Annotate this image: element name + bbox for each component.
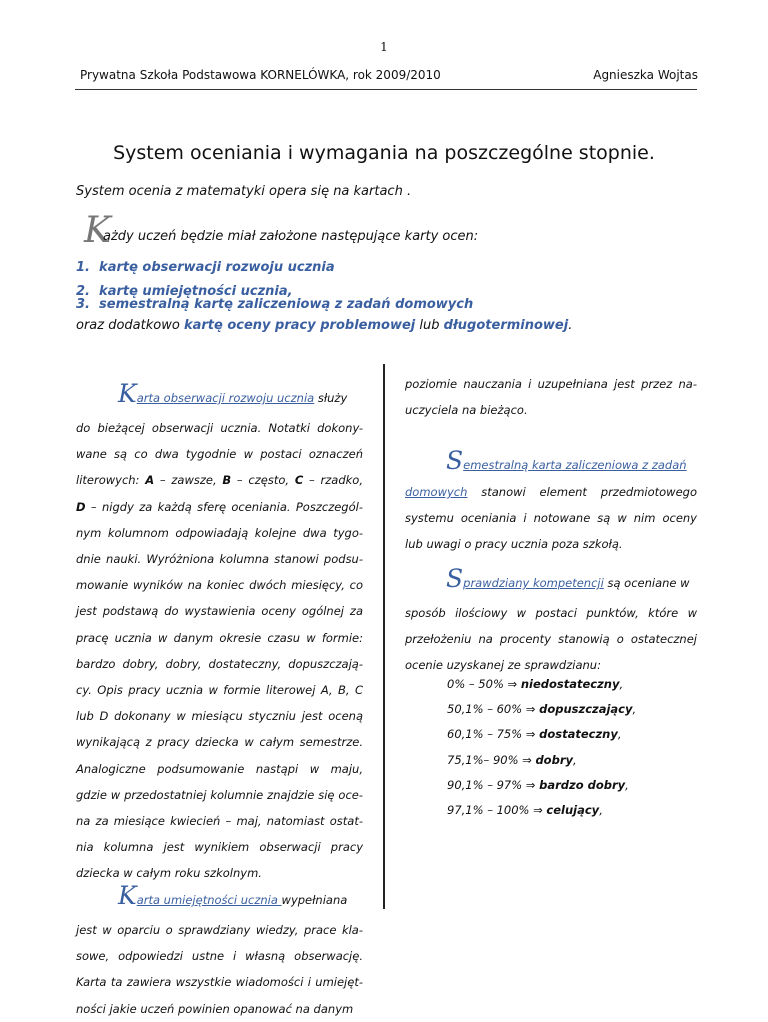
section-heading-skills [118, 883, 363, 913]
grade-sep: , [617, 727, 622, 742]
section-heading-tests [446, 566, 697, 596]
page-title: System oceniania i wymagania na poszczególne stopnie. [113, 142, 655, 164]
semester-paragraph [405, 505, 697, 557]
grade-range: 50,1% – 60% ⇒ [447, 702, 540, 717]
text-line: uczyciela na bieżąco. [405, 403, 528, 418]
list-number: 2. [76, 284, 90, 299]
extra-cards-text [76, 318, 572, 333]
extra-pre: oraz dodatkowo [76, 318, 184, 333]
text-line: D – nigdy za każdą sferę oceniania. Poszczegól- [76, 499, 363, 514]
list-item [76, 297, 473, 312]
list-item [76, 260, 335, 275]
grade-row [447, 748, 636, 773]
grade-range: 0% – 50% ⇒ [447, 677, 521, 691]
text-line: gdzie w przedostatniej kolumnie znajdzie się oce- [76, 787, 363, 802]
dropcap: K [118, 881, 137, 910]
grade-row [447, 697, 636, 722]
text-line: bardzo dobry, dobry, dostateczny, dopuszczają- [76, 656, 363, 671]
grade-name: dobry [535, 752, 573, 767]
grade-range: 90,1% – 97% ⇒ [447, 777, 540, 792]
text-line: sowe, odpowiedzi ustne i własną obserwację. [76, 949, 363, 964]
text-line: nia kolumna jest wynikiem obserwacji pracy [76, 840, 363, 855]
list-text: kartę obserwacji rozwoju ucznia [99, 260, 335, 275]
grade-name: niedostateczny [520, 677, 620, 691]
grades-list [447, 672, 636, 823]
text-line: wynikającą z pracy dziecka w całym semestrze. [76, 735, 363, 750]
text-line: literowych: A – zawsze, B – często, C – rzadko, [76, 473, 363, 488]
header-divider [75, 89, 697, 90]
grade-name: bardzo dobry [539, 777, 626, 792]
grade-sep: , [619, 677, 624, 691]
text-line: pracę ucznia w danym okresie czasu w formie: [76, 630, 363, 645]
tests-paragraph [405, 600, 697, 679]
section-tail: służy [314, 391, 348, 405]
section-title: emestralną karta zaliczeniowa z zadań [463, 458, 687, 472]
page-number: 1 [380, 40, 388, 54]
list-number: 3. [76, 297, 90, 312]
continued-paragraph [405, 371, 697, 423]
grade-name: celujący [546, 803, 600, 818]
grade-name: dopuszczający [539, 702, 633, 717]
text-line: sposób ilościowy w postaci punktów, które w [405, 606, 697, 620]
text-line: jest w oparciu o sprawdziany wiedzy, prace kla- [76, 923, 363, 937]
list-text: semestralną kartę zaliczeniową z zadań domowych [99, 297, 474, 312]
intro-text: System ocenia z matematyki opera się na kartach . [76, 184, 412, 199]
grade-name: dostateczny [539, 727, 618, 742]
section-title: prawdziany kompetencji [463, 576, 604, 590]
extra-post: . [568, 318, 573, 333]
dropcap: S [446, 564, 464, 593]
section-title-cont: domowych [405, 485, 468, 499]
dropcap: S [446, 446, 464, 475]
grade-range: 75,1%– 90% ⇒ [447, 752, 536, 767]
text-line: mowanie wyników na koniec dwóch miesięcy, co [76, 578, 363, 593]
text-line: systemu oceniania i notowane są w nim oceny [405, 511, 697, 525]
extra-link-problem: kartę oceny pracy problemowej [183, 318, 416, 333]
text-line: do bieżącej obserwacji ucznia. Notatki dokony- [76, 421, 363, 435]
text-line: dziecka w całym roku szkolnym. [76, 866, 262, 881]
dropcap-k: K [84, 210, 111, 251]
grade-sep: , [632, 702, 637, 717]
intro-text-2: ażdy uczeń będzie miał założone następujące karty ocen: [103, 229, 479, 244]
grade-range: 60,1% – 75% ⇒ [447, 727, 540, 742]
semester-line-1 [405, 479, 697, 505]
section-title: arta obserwacji rozwoju ucznia [136, 391, 315, 405]
text-line: lub D dokonany w miesiącu styczniu jest oceną [76, 709, 363, 724]
grade-row [447, 722, 636, 747]
text-line: Analogiczne podsumowanie nastąpi w maju, [76, 761, 363, 776]
header-author: Agnieszka Wojtas [593, 68, 698, 82]
dropcap: K [118, 379, 137, 408]
skills-paragraph [76, 917, 363, 1022]
text-line: dnie nauki. Wyróżniona kolumna stanowi podsu- [76, 552, 363, 567]
section-heading-observation [118, 381, 363, 411]
column-divider [383, 364, 385, 909]
text-line: ocenie uzyskanej ze sprawdzianu: [405, 658, 601, 673]
section-tail: wypełniana [281, 893, 348, 907]
grade-row [447, 798, 636, 823]
list-text: kartę umiejętności ucznia, [99, 284, 293, 299]
grade-row [447, 672, 636, 697]
grade-sep: , [625, 777, 629, 792]
text-line: ności jakie uczeń powinien opanować na danym [76, 1001, 354, 1016]
text-line: nym kolumnom odpowiadają kolejne dwa tygo- [76, 525, 363, 540]
grade-range: 97,1% – 100% ⇒ [447, 803, 547, 818]
text-line: lub uwagi o pracy ucznia poza szkołą. [405, 537, 623, 552]
grade-row [447, 773, 636, 798]
semester-tail: stanowi element przedmiotowego [467, 485, 697, 499]
text-line: na za miesiące kwiecień – maj, natomiast ostat- [76, 814, 363, 829]
section-heading-semester [446, 448, 697, 478]
grade-sep: , [599, 803, 603, 818]
text-line: wane są co dwa tygodnie w postaci oznaczeń [76, 447, 363, 462]
text-line: cy. Opis pracy ucznia w formie literowej A, B, C [76, 683, 363, 698]
section-tail: są oceniane w [603, 576, 690, 590]
text-line: poziomie nauczania i uzupełniana jest przez na- [405, 377, 697, 391]
extra-mid: lub [415, 318, 444, 333]
text-line: jest podstawą do wystawienia oceny ogólnej za [76, 604, 363, 619]
list-number: 1. [76, 260, 90, 275]
observation-paragraph [76, 415, 363, 887]
header-school: Prywatna Szkoła Podstawowa KORNELÓWKA, rok 2009/2010 [80, 68, 441, 82]
grade-sep: , [573, 752, 577, 767]
text-line: Karta ta zawiera wszystkie wiadomości i umiejęt- [76, 975, 363, 990]
extra-link-long: długoterminowej [443, 318, 569, 333]
text-line: przełożeniu na procenty stanowią o ostatecznej [405, 632, 697, 647]
section-title: arta umiejętności ucznia [136, 893, 282, 907]
